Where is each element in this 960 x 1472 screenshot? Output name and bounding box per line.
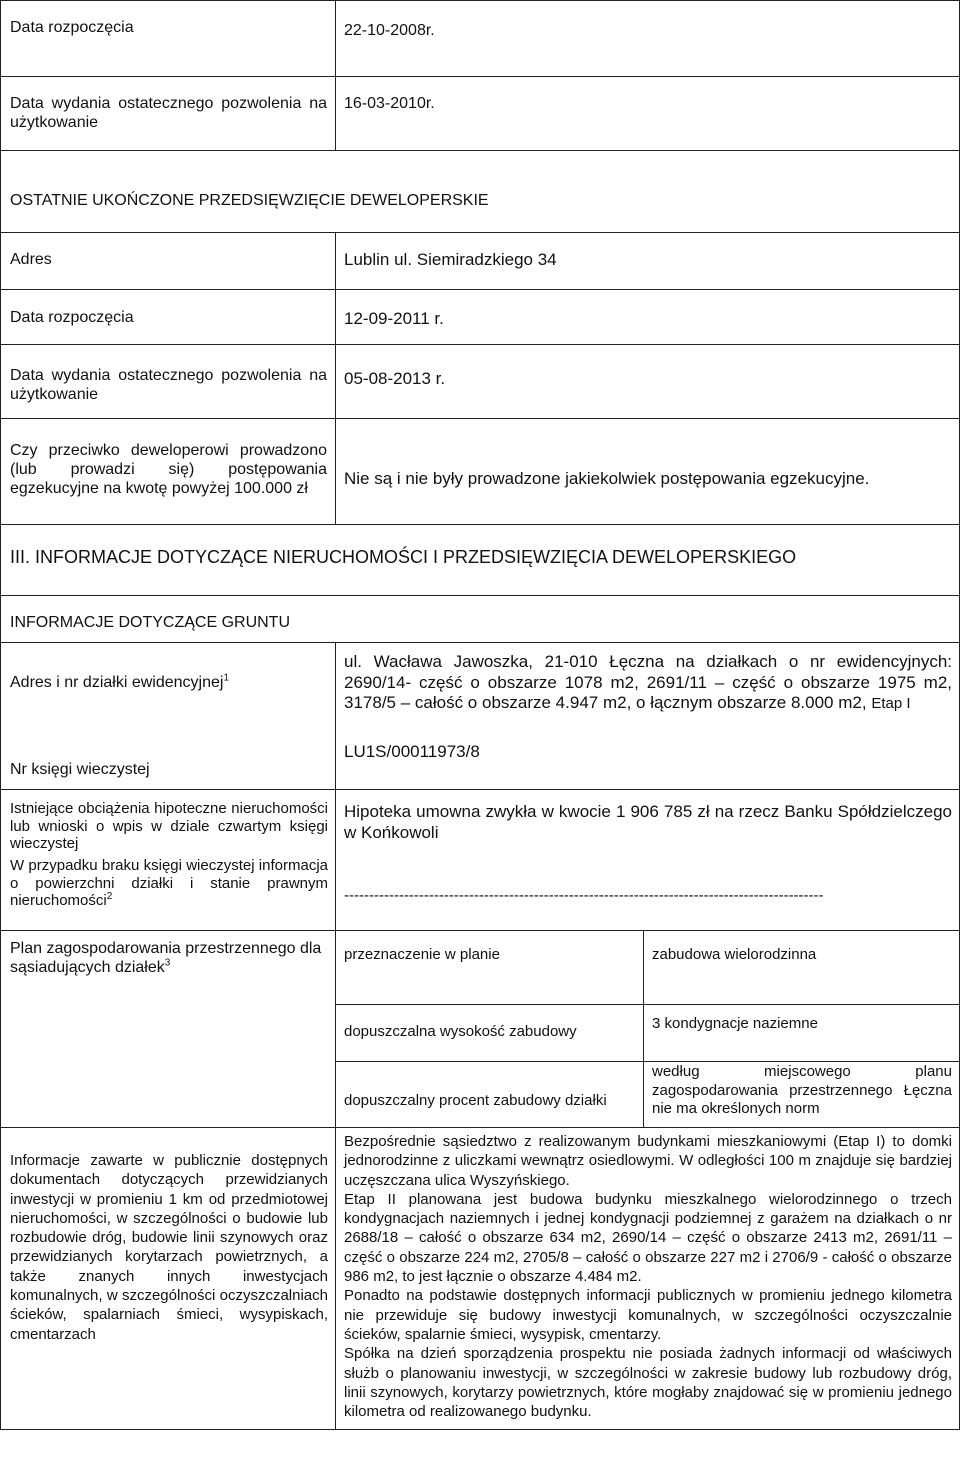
start-date-label: Data rozpoczęcia	[10, 19, 134, 36]
enforcement-label: Czy przeciwko deweloperowi prowadzono (lub prowadzi się) postępowania egzekucyjne na kwotę powyżej 100.000 zł	[10, 442, 327, 498]
land-register-value: LU1S/00011973/8	[344, 742, 480, 761]
row-divider	[0, 418, 960, 419]
public-info-paragraph: Etap II planowana jest budowa budynku mieszkalnego wielorodzinnego o trzech kondygnacjach naziemnych i jednej kondygnacji podziemnej z garażem na działkach o nr 2688/18 – całość o obszarze 634 m2, 2690/14 – część o obszarze 2413 m2, 2691/11 – część o obszarze 224 m2, 2705/8 – całość o obszarze 227 m2 i 2706/9 - całość o obszarze 986 m2, to jest łącznie o obszarze 4.484 m2.	[344, 1190, 952, 1286]
mortgage-value: Hipoteka umowna zwykła w kwocie 1 906 785 zł na rzecz Banku Spółdzielczego w Końkowoli	[344, 802, 952, 842]
footnote-marker: 2	[106, 891, 113, 902]
zoning-plan-label: Plan zagospodarowania przestrzennego dla sąsiadujących działek$^3$	[10, 940, 322, 977]
no-register-label: W przypadku braku księgi wieczystej informacja o powierzchni działki i stanie prawnym nieruchomości$^2$	[10, 857, 328, 909]
public-info-value	[344, 1132, 952, 1421]
last-start-date-label: Data rozpoczęcia	[10, 309, 134, 326]
address-value: Lublin ul. Siemiradzkiego 34	[344, 250, 557, 269]
table-border-top	[0, 0, 960, 1]
plan-row-divider	[335, 1004, 960, 1005]
land-register-label: Nr księgi wieczystej	[10, 761, 150, 778]
start-date-value: 22-10-2008r.	[344, 22, 435, 39]
row-divider	[0, 595, 960, 596]
plan-row-divider	[335, 1061, 960, 1062]
last-project-heading: OSTATNIE UKOŃCZONE PRZEDSIĘWZIĘCIE DEWELOPERSKIE	[10, 192, 489, 209]
row-divider	[0, 789, 960, 790]
plot-address-value: ul. Wacława Jawoszka, 21-010 Łęczna na działkach o nr ewidencyjnych: 2690/14- część o obszarze 1078 m2, 2691/11 – część o obszarze 1975 m2, 3178/5 – całość o obszarze 4.947 m2, o łącznym obszarze 8.000 m2, Etap I	[344, 652, 952, 712]
column-divider	[335, 0, 336, 150]
row-divider	[0, 232, 960, 233]
column-divider	[335, 232, 336, 524]
row-divider	[0, 642, 960, 643]
row-divider	[0, 930, 960, 931]
enforcement-value: Nie są i nie były prowadzone jakiekolwiek postępowania egzekucyjne.	[344, 469, 870, 488]
permit-date-value: 16-03-2010r.	[344, 95, 435, 112]
plan-key: przeznaczenie w planie	[344, 946, 500, 963]
plan-value: zabudowa wielorodzinna	[652, 946, 817, 963]
section-subheading: INFORMACJE DOTYCZĄCE GRUNTU	[10, 614, 290, 631]
row-divider	[0, 1127, 960, 1128]
footnote-marker: 1	[223, 672, 229, 684]
permit-date-label: Data wydania ostatecznego pozwolenia na użytkowanie	[10, 95, 327, 132]
address-label: Adres	[10, 251, 52, 268]
last-permit-date-label: Data wydania ostatecznego pozwolenia na użytkowanie	[10, 367, 327, 404]
row-divider	[0, 289, 960, 290]
table-border-bottom	[0, 1429, 960, 1430]
plan-value: 3 kondygnacje naziemne	[652, 1015, 818, 1032]
row-divider	[0, 76, 960, 77]
public-info-paragraph: Bezpośrednie sąsiedztwo z realizowanym budynkami mieszkaniowymi (Etap I) to domki jednorodzinne z uliczkami wewnątrz osiedlowymi. W odległości 100 m znajduje się bardziej uczęszczana ulica Wyszyńskiego.	[344, 1133, 952, 1189]
section-heading: III. INFORMACJE DOTYCZĄCE NIERUCHOMOŚCI I PRZEDSIĘWZIĘCIA DEWELOPERSKIEGO	[10, 547, 797, 567]
row-divider	[0, 344, 960, 345]
public-info-paragraph: Spółka na dzień sporządzenia prospektu nie posiada żadnych informacji od właściwych służb o planowaniu inwestycji, w szczególności w zakresie budowy lub rozbudowy dróg, linii szynowych, korytarzy powietrznych, które mogłaby znajdować się w promieniu jednego kilometra od realizowanego budynku.	[344, 1345, 952, 1421]
plan-column-divider	[643, 930, 644, 1127]
footnote-marker: 3	[164, 957, 171, 969]
table-border-left	[0, 0, 1, 1430]
mortgage-label: Istniejące obciążenia hipoteczne nieruchomości lub wnioski o wpis w dziale czwartym księgi wieczystej	[10, 800, 328, 852]
no-register-value: ------------------------------------------------------------------------------------------------	[344, 887, 824, 904]
plan-key: dopuszczalny procent zabudowy działki	[344, 1092, 607, 1109]
public-info-label: Informacje zawarte w publicznie dostępnych dokumentach dotyczących przewidzianych inwestycji w promieniu 1 km od przedmiotowej nieruchomości, w szczególności o budowie lub rozbudowie dróg, budowie linii szynowych oraz przewidzianych korytarzach powietrznych, a także znanych innych inwestycjach komunalnych, w szczególności oczyszczalniach ścieków, spalarniach śmieci, wysypiskach, cmentarzach	[10, 1152, 328, 1343]
last-permit-date-value: 05-08-2013 r.	[344, 369, 446, 388]
plan-key: dopuszczalna wysokość zabudowy	[344, 1023, 577, 1040]
last-start-date-value: 12-09-2011 r.	[344, 309, 444, 328]
row-divider	[0, 150, 960, 151]
column-divider	[335, 642, 336, 1430]
row-divider	[0, 524, 960, 525]
plot-address-label: Adres i nr działki ewidencyjnej$^1$	[10, 672, 229, 691]
public-info-paragraph: Ponadto na podstawie dostępnych informacji publicznych w promieniu jednego kilometra nie przewiduje się budowy inwestycji komunalnych, w szczególności oczyszczalnie ścieków, spalarnie śmieci, wysypisk, cmentarzy.	[344, 1287, 952, 1343]
plan-value: według miejscowego planu zagospodarowania przestrzennego Łęczna nie ma określonych norm	[652, 1063, 952, 1117]
